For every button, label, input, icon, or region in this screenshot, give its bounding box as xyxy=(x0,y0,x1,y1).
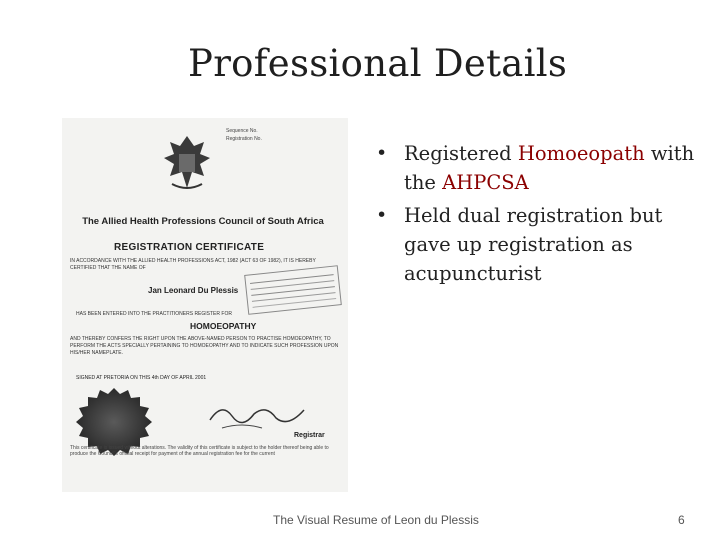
bullet-icon: • xyxy=(376,142,388,164)
bullet-item: • Registered Homoeopath with the AHPCSA xyxy=(366,139,706,197)
coat-of-arms-icon xyxy=(158,132,216,194)
certificate-accordance: IN ACCORDANCE WITH THE ALLIED HEALTH PROFESSIONS ACT, 1982 (ACT 63 OF 1982), IT IS HEREBY CERTIFIED THAT THE NAME OF xyxy=(70,258,316,271)
date-stamp xyxy=(244,265,342,315)
registrar-label: Registrar xyxy=(294,432,325,439)
certificate-heading: REGISTRATION CERTIFICATE xyxy=(114,242,265,253)
bullet-item: • Held dual registration but gave up registration as acupuncturist xyxy=(366,201,706,288)
registration-certificate-image: Sequence No. Registration No. The Allied Health Professions Council of South Africa REGISTRATION CERTIFICATE IN ACCORDANCE WITH THE ALLIED HEALTH PROFESSIONS ACT, 1982 (ACT 63 OF 1982), IT IS HEREBY CERTIFIED THAT THE NAME OF Jan Leonard Du Plessis HAS BEEN ENTERED INTO THE PRACTITIONERS REGISTER FOR HOMOEOPATHY AND THEREBY CONFERS THE RIGHT UPON THE ABOVE-NAMED PERSON TO PRACTISE HOMOEOPATHY, TO PERFORM THE ACTS SPECIALLY PERTAINING TO HOMOEOPATHY AND TO INDICATE SUCH PROFESSION UPON HIS/HER NAMEPLATE. SIGNED AT PRETORIA ON THIS 4th DAY OF APRIL 2001 Registrar This certificate is issued without alterations. The validity of this certificate is subject to the holder thereof being able to produce the Council's official receipt for payment of the annual registration fee for the current xyxy=(62,118,348,492)
page-number: 6 xyxy=(678,513,685,527)
slide-footer: The Visual Resume of Leon du Plessis xyxy=(273,513,479,527)
signature-image xyxy=(202,398,312,434)
certificate-profession: HOMOEOPATHY xyxy=(190,321,257,331)
certificate-confer-text: AND THEREBY CONFERS THE RIGHT UPON THE ABOVE-NAMED PERSON TO PRACTISE HOMOEOPATHY, TO PERFORM THE ACTS SPECIALLY PERTAINING TO HOMOEOPATHY AND TO INDICATE SUCH PROFESSION UPON HIS/HER NAMEPLATE. xyxy=(70,336,339,356)
certificate-holder-name: Jan Leonard Du Plessis xyxy=(148,286,239,295)
keyword-homoeopath: Homoeopath xyxy=(517,142,645,165)
slide-title: Professional Details xyxy=(188,42,568,85)
bullet-icon: • xyxy=(376,204,388,226)
certificate-entered-text: HAS BEEN ENTERED INTO THE PRACTITIONERS REGISTER FOR xyxy=(76,311,232,317)
certificate-validity-text: This certificate is issued without alterations. The validity of this certificate is subject to the holder thereof being able to produce the Council's official receipt for payment of the annual registration fee for the current xyxy=(70,445,329,457)
bullet-list xyxy=(366,139,706,292)
keyword-ahpcsa: AHPCSA xyxy=(442,171,529,194)
certificate-signed-text: SIGNED AT PRETORIA ON THIS 4th DAY OF APRIL 2001 xyxy=(76,375,207,381)
council-name: The Allied Health Professions Council of South Africa xyxy=(82,216,324,227)
